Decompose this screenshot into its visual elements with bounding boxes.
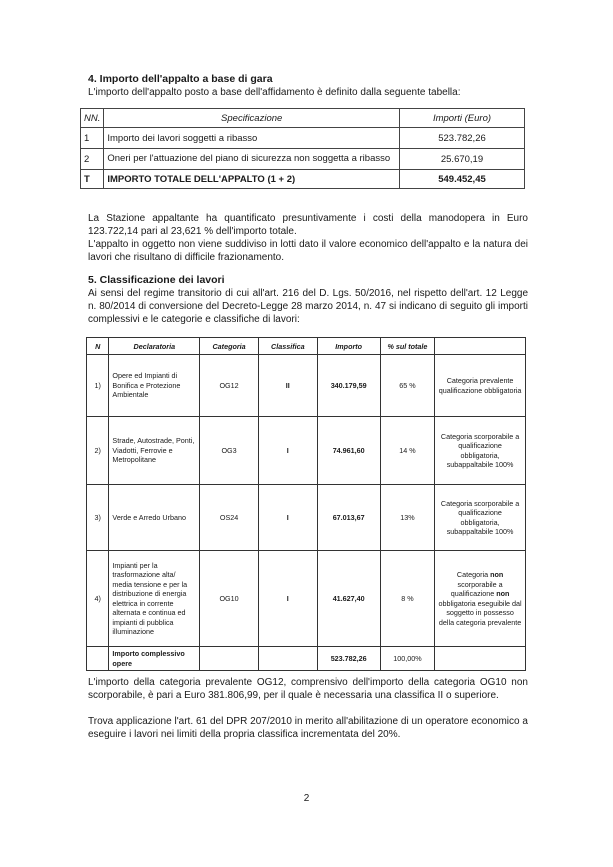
- note-text: Categoria: [456, 570, 491, 579]
- table-row: [87, 355, 526, 417]
- row-note: Categoria prevalente qualificazione obbligatoria: [435, 355, 526, 417]
- header-specificazione: Specificazione: [104, 109, 400, 128]
- row-specification: Importo dei lavori soggetti a ribasso: [104, 128, 400, 149]
- table-row: [87, 551, 526, 647]
- header-notes: [435, 338, 526, 355]
- header-declaratoria: Declaratoria: [109, 338, 200, 355]
- table-row: [87, 485, 526, 551]
- section-5-heading: 5. Classificazione dei lavori: [88, 274, 225, 286]
- row-categoria: OS24: [200, 485, 259, 551]
- section-4-heading: 4. Importo dell'appalto a base di gara: [88, 73, 273, 85]
- dpr-paragraph: Trova applicazione l'art. 61 del DPR 207/2010 in merito all'abilitazione di un operatore economico a eseguire i lavori nei limiti della propria classifica incrementata del 20%.: [88, 716, 528, 740]
- page-number: 2: [303, 793, 310, 804]
- note-text: obbligatoria eseguibile dal soggetto in possesso della categoria prevalente: [438, 598, 522, 627]
- row-number: 1: [81, 128, 104, 149]
- table-row: [81, 128, 525, 149]
- prevalent-category-paragraph: L'importo della categoria prevalente OG12, comprensivo dell'importo della categoria OG10 non scorporabile, è pari a Euro 381.806,99, per il quale è necessaria una classifica II o superiore.: [88, 677, 528, 701]
- labour-cost-paragraph: La Stazione appaltante ha quantificato presuntivamente i costi della manodopera in Euro 123.722,14 pari al 23,621 % dell'importo totale.: [88, 213, 528, 237]
- row-note: Categoria scorporabile a qualificazione obbligatoria, subappaltabile 100%: [435, 485, 526, 551]
- row-percent: 65 %: [380, 355, 434, 417]
- row-percent: 8 %: [380, 551, 434, 647]
- total-empty-cell: [258, 647, 317, 671]
- row-classifica: I: [258, 551, 317, 647]
- total-label: Importo complessivo opere: [109, 647, 200, 671]
- row-categoria: OG12: [200, 355, 259, 417]
- row-classifica: I: [258, 485, 317, 551]
- section-5-intro: Ai sensi del regime transitorio di cui all'art. 216 del D. Lgs. 50/2016, nel rispetto dell'art. 12 Legge n. 80/2014 di conversione del Decreto-Legge 28 marzo 2014, n. 47 si indicano di seguito gli importi complessivi e le categorie e classifiche di lavori:: [88, 288, 528, 325]
- row-classifica: II: [258, 355, 317, 417]
- note-emphasis: non: [490, 570, 504, 579]
- section-4-intro: L'importo dell'appalto posto a base dell'affidamento è definito dalla seguente tabella:: [88, 87, 461, 98]
- row-number: 2: [81, 149, 104, 170]
- header-categoria: Categoria: [200, 338, 259, 355]
- total-amount: 549.452,45: [400, 170, 525, 189]
- header-percent: % sul totale: [380, 338, 434, 355]
- total-percent: 100,00%: [380, 647, 434, 671]
- total-empty-cell: [200, 647, 259, 671]
- total-row: [87, 647, 526, 671]
- row-importo: 41.627,40: [317, 551, 380, 647]
- total-importo: 523.782,26: [317, 647, 380, 671]
- header-n: N: [87, 338, 109, 355]
- note-text: scorporabile a qualificazione: [450, 579, 503, 598]
- row-categoria: OG10: [200, 551, 259, 647]
- row-declaratoria: Verde e Arredo Urbano: [109, 485, 200, 551]
- header-classifica: Classifica: [258, 338, 317, 355]
- header-importi: Importi (Euro): [400, 109, 525, 128]
- total-row: [81, 170, 525, 189]
- amount-table: [80, 108, 525, 189]
- total-label-t: T: [81, 170, 104, 189]
- table-row: [81, 149, 525, 170]
- row-importo: 340.179,59: [317, 355, 380, 417]
- classification-table: [86, 337, 526, 671]
- row-amount: 25.670,19: [400, 149, 525, 170]
- header-nn: NN.: [81, 109, 104, 128]
- row-declaratoria: Impianti per la trasformazione alta/ media tensione e per la distribuzione di energia elettrica in corrente alternata e continua ed impianti di pubblica illuminazione: [109, 551, 200, 647]
- row-number: 4): [87, 551, 109, 647]
- total-specification: IMPORTO TOTALE DELL'APPALTO (1 + 2): [104, 170, 400, 189]
- row-note: Categoria scorporabile a qualificazione obbligatoria, subappaltabile 100%: [435, 417, 526, 485]
- row-importo: 74.961,60: [317, 417, 380, 485]
- table-header-row: [87, 338, 526, 355]
- row-declaratoria: Opere ed Impianti di Bonifica e Protezione Ambientale: [109, 355, 200, 417]
- lots-paragraph: L'appalto in oggetto non viene suddiviso in lotti dato il valore economico dell'appalto e la natura dei lavori che risultano di difficile frazionamento.: [88, 239, 528, 263]
- table-row: [87, 417, 526, 485]
- total-empty-cell: [435, 647, 526, 671]
- header-importo: Importo: [317, 338, 380, 355]
- row-number: 3): [87, 485, 109, 551]
- row-specification: Oneri per l'attuazione del piano di sicurezza non soggetta a ribasso: [104, 149, 400, 170]
- row-classifica: I: [258, 417, 317, 485]
- row-number: 2): [87, 417, 109, 485]
- row-categoria: OG3: [200, 417, 259, 485]
- note-emphasis: non: [496, 589, 510, 598]
- row-percent: 13%: [380, 485, 434, 551]
- row-number: 1): [87, 355, 109, 417]
- row-importo: 67.013,67: [317, 485, 380, 551]
- row-amount: 523.782,26: [400, 128, 525, 149]
- total-empty-cell: [87, 647, 109, 671]
- table-header-row: [81, 109, 525, 128]
- row-declaratoria: Strade, Autostrade, Ponti, Viadotti, Ferrovie e Metropolitane: [109, 417, 200, 485]
- row-note: [435, 551, 526, 647]
- row-percent: 14 %: [380, 417, 434, 485]
